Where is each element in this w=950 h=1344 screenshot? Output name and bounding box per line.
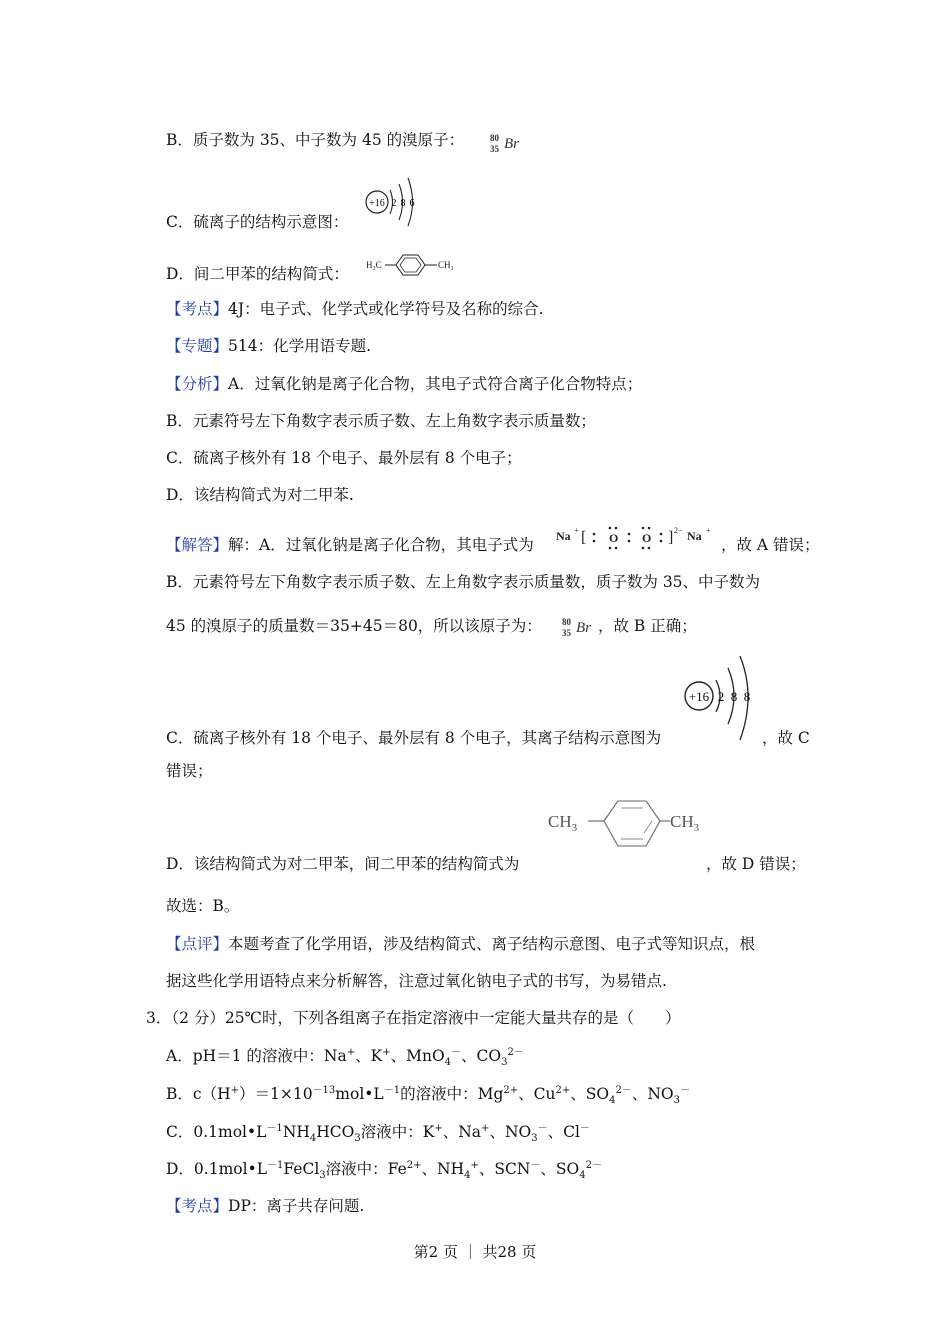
sulfur-ion-diagram-large xyxy=(682,650,760,750)
svg-text:Br: Br xyxy=(504,136,519,152)
jieda-c: C．硫离子核外有 18 个电子、最外层有 8 个电子，其离子结构示意图为 xyxy=(166,729,662,747)
jieda-b2-tail: ，故 B 正确； xyxy=(598,617,697,635)
fenxi-b: B．元素符号左下角数字表示质子数、左上角数字表示质量数； xyxy=(166,412,596,430)
kaodian-q3: 【考点】DP：离子共存问题. xyxy=(166,1197,365,1215)
svg-text:8: 8 xyxy=(400,198,406,209)
svg-text:6: 6 xyxy=(409,198,415,209)
q3-option-a: A．pH＝1 的溶液中：Na+、K+、MnO$_4$－、$CO_3^{2-}$ xyxy=(166,1046,524,1069)
svg-text:[: [ xyxy=(581,529,587,546)
svg-text:+16: +16 xyxy=(369,198,385,209)
svg-text:+: + xyxy=(706,526,711,535)
svg-text:8: 8 xyxy=(730,689,738,704)
dianping-l1: 【点评】本题考查了化学用语，涉及结构简式、离子结构示意图、电子式等知识点，根 xyxy=(166,935,756,953)
jieda-c-tail: ，故 C xyxy=(762,729,810,747)
zhuanti-line: 【专题】514：化学用语专题. xyxy=(166,337,372,355)
jieda-a-tail: ，故 A 错误； xyxy=(721,536,820,554)
bromine-symbol-option xyxy=(488,130,532,156)
fenxi-c: C．硫离子核外有 18 个电子、最外层有 8 个电子； xyxy=(166,449,522,467)
q3-option-d: D．$0.1mol•L^{-1}FeCl_3$溶液中：$Fe^{2+}$、$NH_4^+$、SCN－、$SO_4^{2-}$ xyxy=(166,1159,602,1182)
q3-option-b: B．$c(H^+)=1\times 10^{-13}mol•L^{-1}$的溶液中：$Mg^{2+}$、$Cu^{2+}$、$SO_4^{2-}$、$NO_3^-$ xyxy=(166,1084,690,1107)
option-b: B．质子数为 35、中子数为 45 的溴原子： xyxy=(166,131,465,149)
svg-text:Na: Na xyxy=(687,529,702,543)
svg-text:CH3: $CH_3$ xyxy=(548,812,578,834)
jieda-d-tail: ，故 D 错误； xyxy=(706,855,806,873)
q3-option-c: C．$0.1mol•L^{-1}NH_4HCO_3$溶液中：K+、Na+、$NO_3^-$、Cl－ xyxy=(166,1122,590,1145)
svg-text:2: 2 xyxy=(717,689,725,704)
svg-text:35: 35 xyxy=(490,144,499,154)
question-3-stem: 3．（2 分）25℃时，下列各组离子在指定溶液中一定能大量共存的是（ ） xyxy=(146,1009,681,1027)
page-footer: 第2 页 ｜ 共28 页 xyxy=(413,1243,537,1261)
p-xylene-structure-large xyxy=(546,796,712,856)
kaodian-line: 【考点】4J：电子式、化学式或化学符号及名称的综合. xyxy=(166,300,544,318)
svg-text:O: O xyxy=(609,531,619,545)
fenxi-d: D．该结构简式为对二甲苯. xyxy=(166,486,354,504)
svg-text:Br: Br xyxy=(576,620,591,636)
svg-text:O: O xyxy=(642,531,652,545)
jieda-b1: B．元素符号左下角数字表示质子数、左上角数字表示质量数，质子数为 35、中子数为 xyxy=(166,573,761,591)
svg-text:]: ] xyxy=(668,529,674,546)
fenxi-a: 【分析】A．过氧化钠是离子化合物，其电子式符合离子化合物特点； xyxy=(166,375,643,393)
svg-text:8: 8 xyxy=(743,689,751,704)
sodium-peroxide-electron-formula xyxy=(556,524,722,554)
option-d: D．间二甲苯的结构简式： xyxy=(166,265,349,283)
dianping-l2: 据这些化学用语特点来分析解答，注意过氧化钠电子式的书写，为易错点. xyxy=(166,972,667,990)
option-c: C．硫离子的结构示意图： xyxy=(166,213,349,231)
jieda-choice: 故选：B。 xyxy=(166,897,240,915)
svg-text:Na: Na xyxy=(556,529,571,543)
jieda-b2: 45 的溴原子的质量数＝35+45＝80，所以该原子为： xyxy=(166,617,542,635)
svg-text:CH₃: CH₃ xyxy=(438,260,454,270)
sulfur-ion-diagram-small xyxy=(362,172,424,234)
svg-text:35: 35 xyxy=(562,628,571,638)
jieda-c-cont: 错误； xyxy=(166,762,213,780)
svg-text:80: 80 xyxy=(490,133,499,143)
svg-text:CH3: $CH_3$ xyxy=(670,812,700,834)
svg-text:+16: +16 xyxy=(688,689,710,704)
svg-text:+: + xyxy=(574,526,579,535)
jieda-d: D．该结构简式为对二甲苯，间二甲苯的结构简式为 xyxy=(166,855,520,873)
svg-text:2−: 2− xyxy=(674,526,683,535)
svg-text:H₃C: H₃C xyxy=(366,260,382,270)
p-xylene-structure-small xyxy=(366,250,462,278)
svg-text:2: 2 xyxy=(391,198,397,209)
jieda-a: 【解答】解：A．过氧化钠是离子化合物，其电子式为 xyxy=(166,536,534,554)
svg-text:80: 80 xyxy=(562,617,571,627)
